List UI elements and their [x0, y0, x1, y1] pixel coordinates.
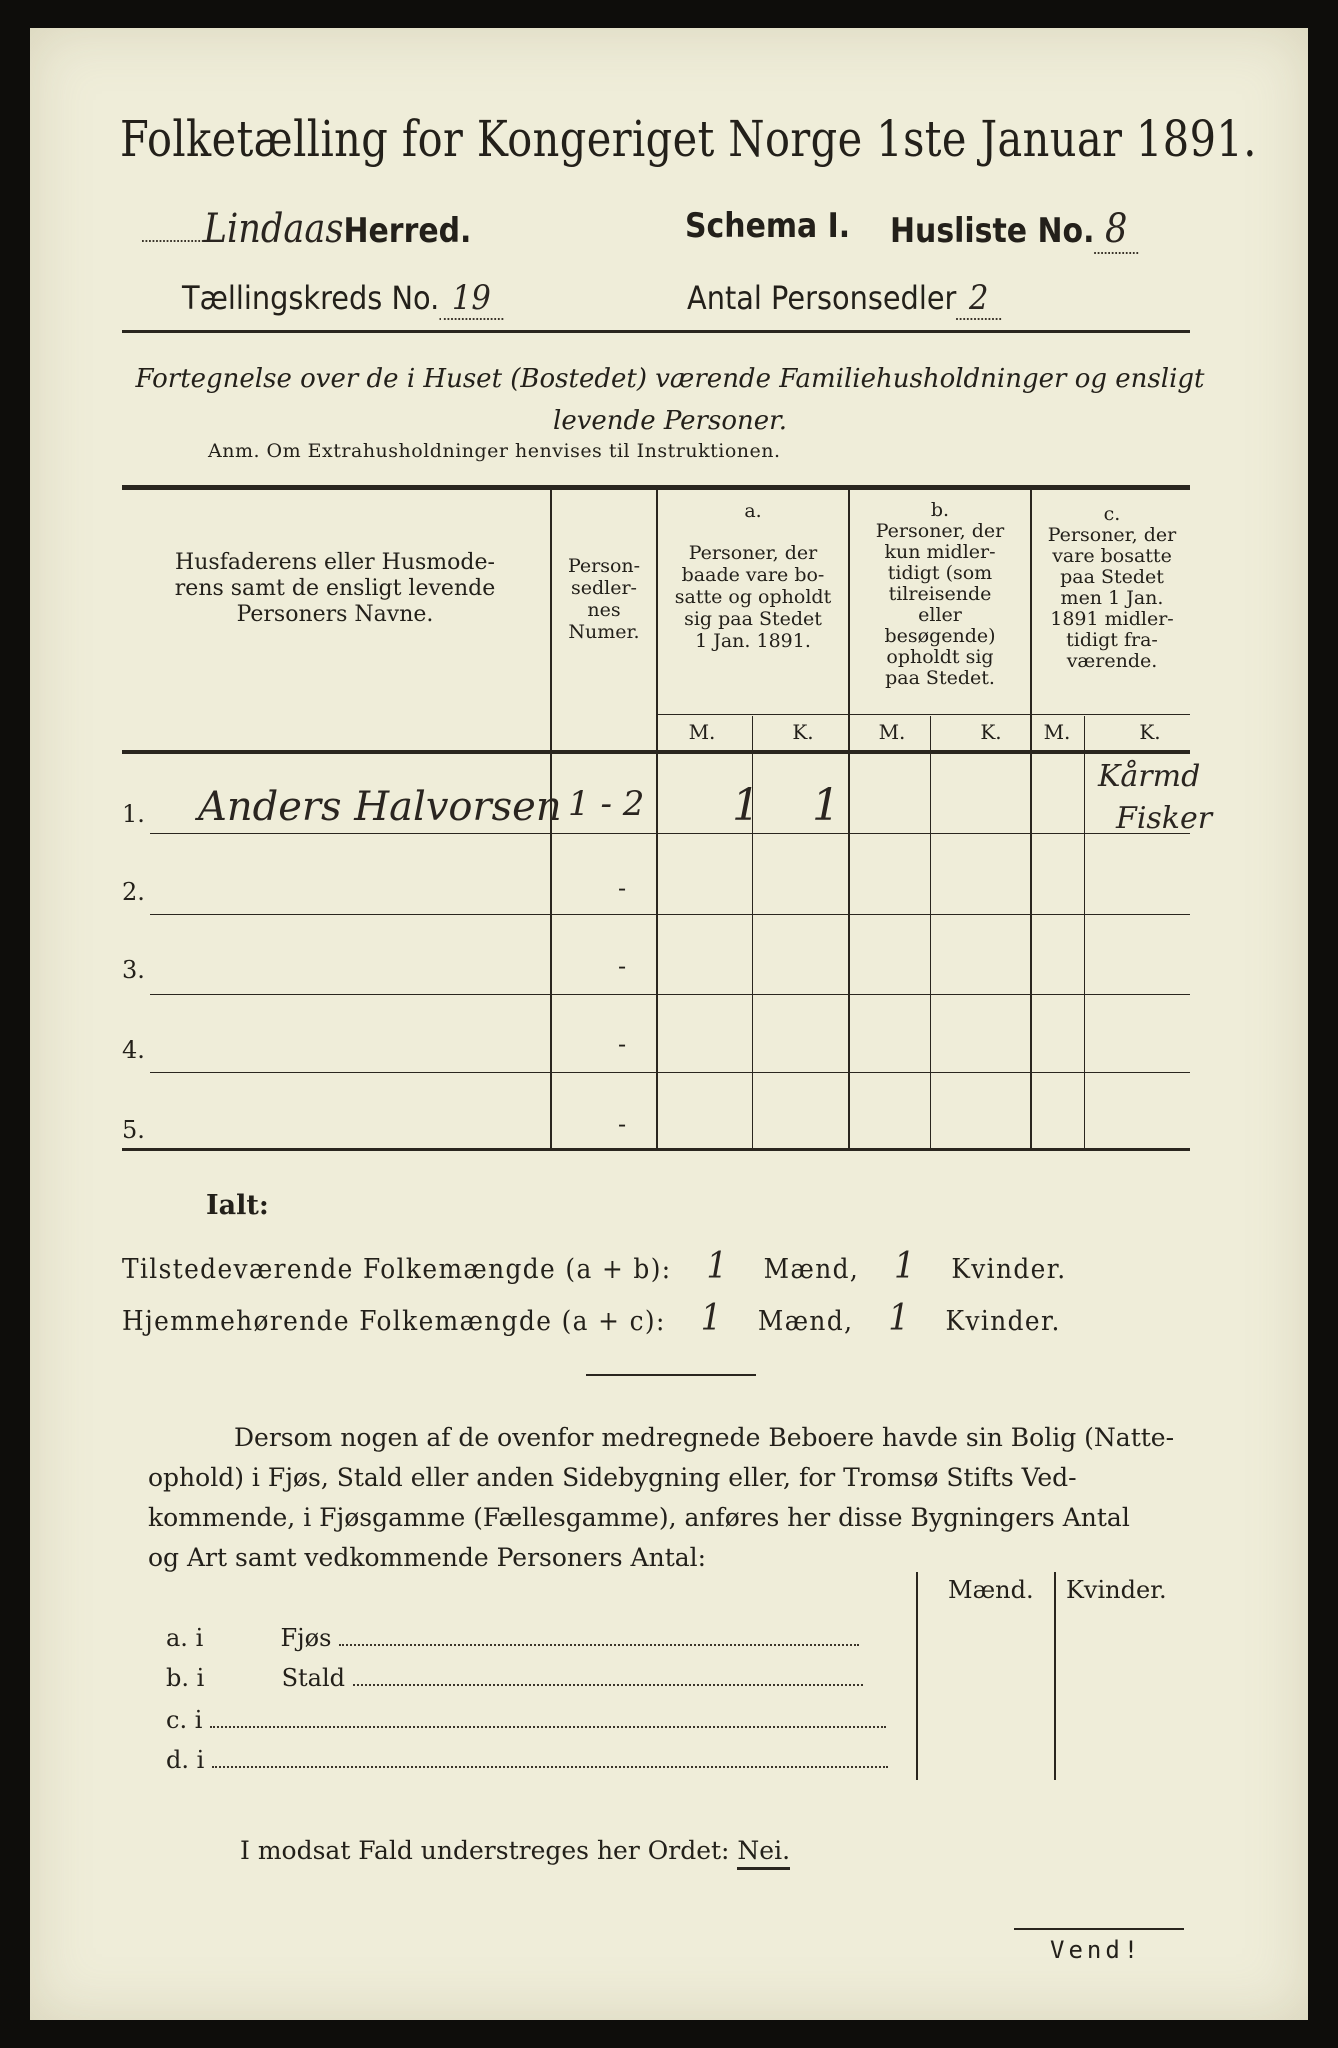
- row-4-number: -: [618, 1030, 627, 1058]
- description-line-2: levende Personer.: [553, 406, 787, 436]
- building-b: b. i Stald: [166, 1664, 863, 1692]
- row-number-5: 5.: [122, 1116, 145, 1144]
- building-c: c. i: [166, 1706, 886, 1734]
- section-divider: [586, 1374, 756, 1376]
- col-c-header: c. Personer, der vare bosatte paa Stedet men 1 Jan. 1891 midler- tidigt fra- værende.: [1047, 503, 1177, 672]
- row-5-number: -: [618, 1110, 627, 1138]
- personsedler-value: 2: [956, 278, 1001, 320]
- row-number-1: 1.: [122, 800, 145, 828]
- form-title: Folketælling for Kongeriget Norge 1ste Januar 1891.: [120, 110, 1257, 168]
- row-1-name: Anders Halvorsen: [198, 784, 562, 830]
- row-1-number: 1 - 2: [568, 784, 645, 824]
- sub-a-m: M.: [688, 720, 716, 744]
- taellingskreds-label: Tællingskreds No.: [182, 279, 440, 317]
- ialt-label: Ialt:: [206, 1190, 269, 1221]
- husliste-line: [890, 206, 1138, 252]
- hjemmehorende-line: Hjemmehørende Folkemængde (a + c): 1 Mænd, 1 Kvinder.: [122, 1298, 1061, 1339]
- husliste-label: Husliste No.: [890, 211, 1095, 251]
- row-1-a-k: 1: [812, 780, 840, 831]
- census-form-page: [30, 28, 1308, 2020]
- annotation-note: Anm. Om Extrahusholdninger henvises til Instruktionen.: [208, 440, 781, 462]
- col-a-header: a. Personer, der baade vare bo- satte og opholdt sig paa Stedet 1 Jan. 1891.: [674, 500, 832, 652]
- row-number-4: 4.: [122, 1036, 145, 1064]
- vend-label: Vend!: [1050, 1936, 1143, 1964]
- list-maend-header: Mænd.: [948, 1576, 1034, 1604]
- herred-value: Lindaas: [203, 206, 344, 252]
- taellingskreds-value: 19: [439, 278, 503, 320]
- row-1-a-m: 1: [732, 780, 760, 831]
- husliste-value: 8: [1094, 206, 1138, 254]
- sub-b-k: K.: [980, 720, 1002, 744]
- tilstedevaerende-line: Tilstedeværende Folkemængde (a + b): 1 Mænd, 1 Kvinder.: [122, 1246, 1067, 1287]
- header-bottom-rule: [122, 750, 1190, 754]
- header-rule: [122, 330, 1190, 333]
- sub-a-k: K.: [792, 720, 814, 744]
- row-2-number: -: [618, 874, 627, 902]
- sub-b-m: M.: [878, 720, 906, 744]
- modsat-line: I modsat Fald understreges her Ordet: Nei.: [240, 1836, 790, 1865]
- row-number-2: 2.: [122, 878, 145, 906]
- herred-line: [142, 206, 471, 252]
- personsedler-line: [687, 278, 1001, 318]
- row-number-3: 3.: [122, 956, 145, 984]
- building-a: a. i Fjøs: [166, 1624, 859, 1652]
- personsedler-label: Antal Personsedler: [687, 279, 957, 317]
- col-number-header: Person- sedler- nes Numer.: [567, 555, 641, 643]
- herred-label: Herred.: [343, 211, 472, 251]
- row-1-note: Kårmd Fisker: [1098, 759, 1213, 836]
- col-names-header: Husfaderens eller Husmode- rens samt de ensligt levende Personers Navne.: [174, 550, 496, 627]
- sub-c-k: K.: [1139, 720, 1161, 744]
- taellingskreds-line: [182, 278, 503, 318]
- sub-c-m: M.: [1043, 720, 1071, 744]
- schema-label: Schema I.: [685, 206, 851, 246]
- list-kvinder-header: Kvinder.: [1066, 1576, 1167, 1604]
- nei-word: Nei.: [737, 1836, 790, 1870]
- row-3-number: -: [618, 952, 627, 980]
- description: [120, 358, 1220, 442]
- dwelling-paragraph: Dersom nogen af de ovenfor medregnede Beboere havde sin Bolig (Natte- ophold) i Fjøs, Stald eller anden Sidebygning eller, for Tromsø Stifts Ved- kommende, i Fjøsgamme (Fællesgamme), anføres her disse Bygningers Antal og Art samt vedkommende Personers Antal:: [148, 1423, 1175, 1572]
- col-b-header: b. Personer, der kun midler- tidigt (som tilreisende eller besøgende) opholdt sig paa Stedet.: [875, 499, 1005, 689]
- description-line-1: Fortegnelse over de i Huset (Bostedet) værende Familiehusholdninger og ensligt: [135, 364, 1205, 394]
- building-d: d. i: [166, 1746, 888, 1774]
